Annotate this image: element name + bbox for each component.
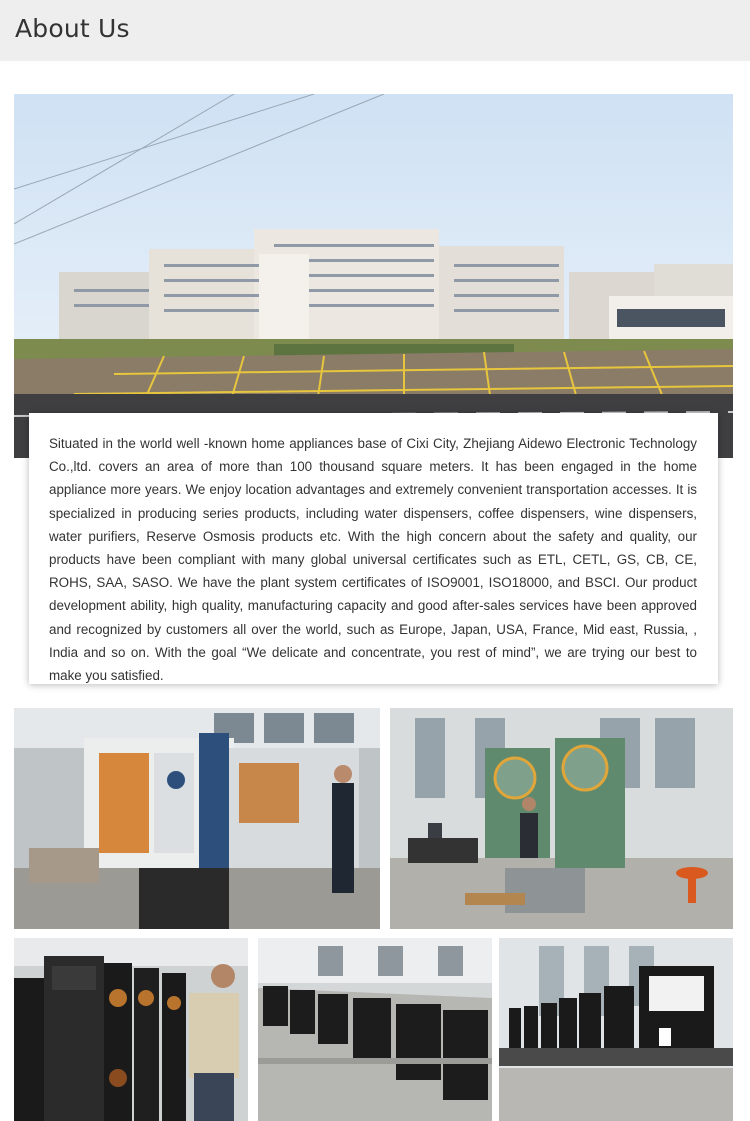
punch-press-workshop-photo [390,708,733,929]
about-text-card [29,413,718,684]
coffee-machine-inspection-photo [14,938,248,1121]
page-title: About Us [15,14,130,43]
production-line-photo [258,938,492,1121]
about-paragraph: Situated in the world well -known home appliances base of Cixi City, Zhejiang Aidewo Electronic Technology Co.,ltd. covers an area of more than 100 thousand square meters. It has been engaged in the home appliance more years. We enjoy location advantages and extremely convenient transportation accesses. It is specialized in producing series products, including water dispensers, coffee dispensers, wine dispensers, water purifiers, Reserve Osmosis products etc. With the high concern about the safety and quality, our products have been compliant with many global universal certificates such as ETL, CETL, GS, CB, CE, ROHS, SAA, SASO. We have the plant system certificates of ISO9001, ISO18000, and BSCI. Our product development ability, high quality, manufacturing capacity and good after-sales services have been approved and recognized by customers all over the world, such as Europe, Japan, USA, France, Mid east, Russia, , India and so on. With the goal “We delicate and concentrate, you rest of mind”, we are trying our best to make you satisfied. [49,436,697,684]
page-header [0,0,750,61]
coffee-machine-display-photo [499,938,733,1121]
laser-cutting-machine-photo [14,708,380,929]
factory-campus-photo [14,94,733,458]
